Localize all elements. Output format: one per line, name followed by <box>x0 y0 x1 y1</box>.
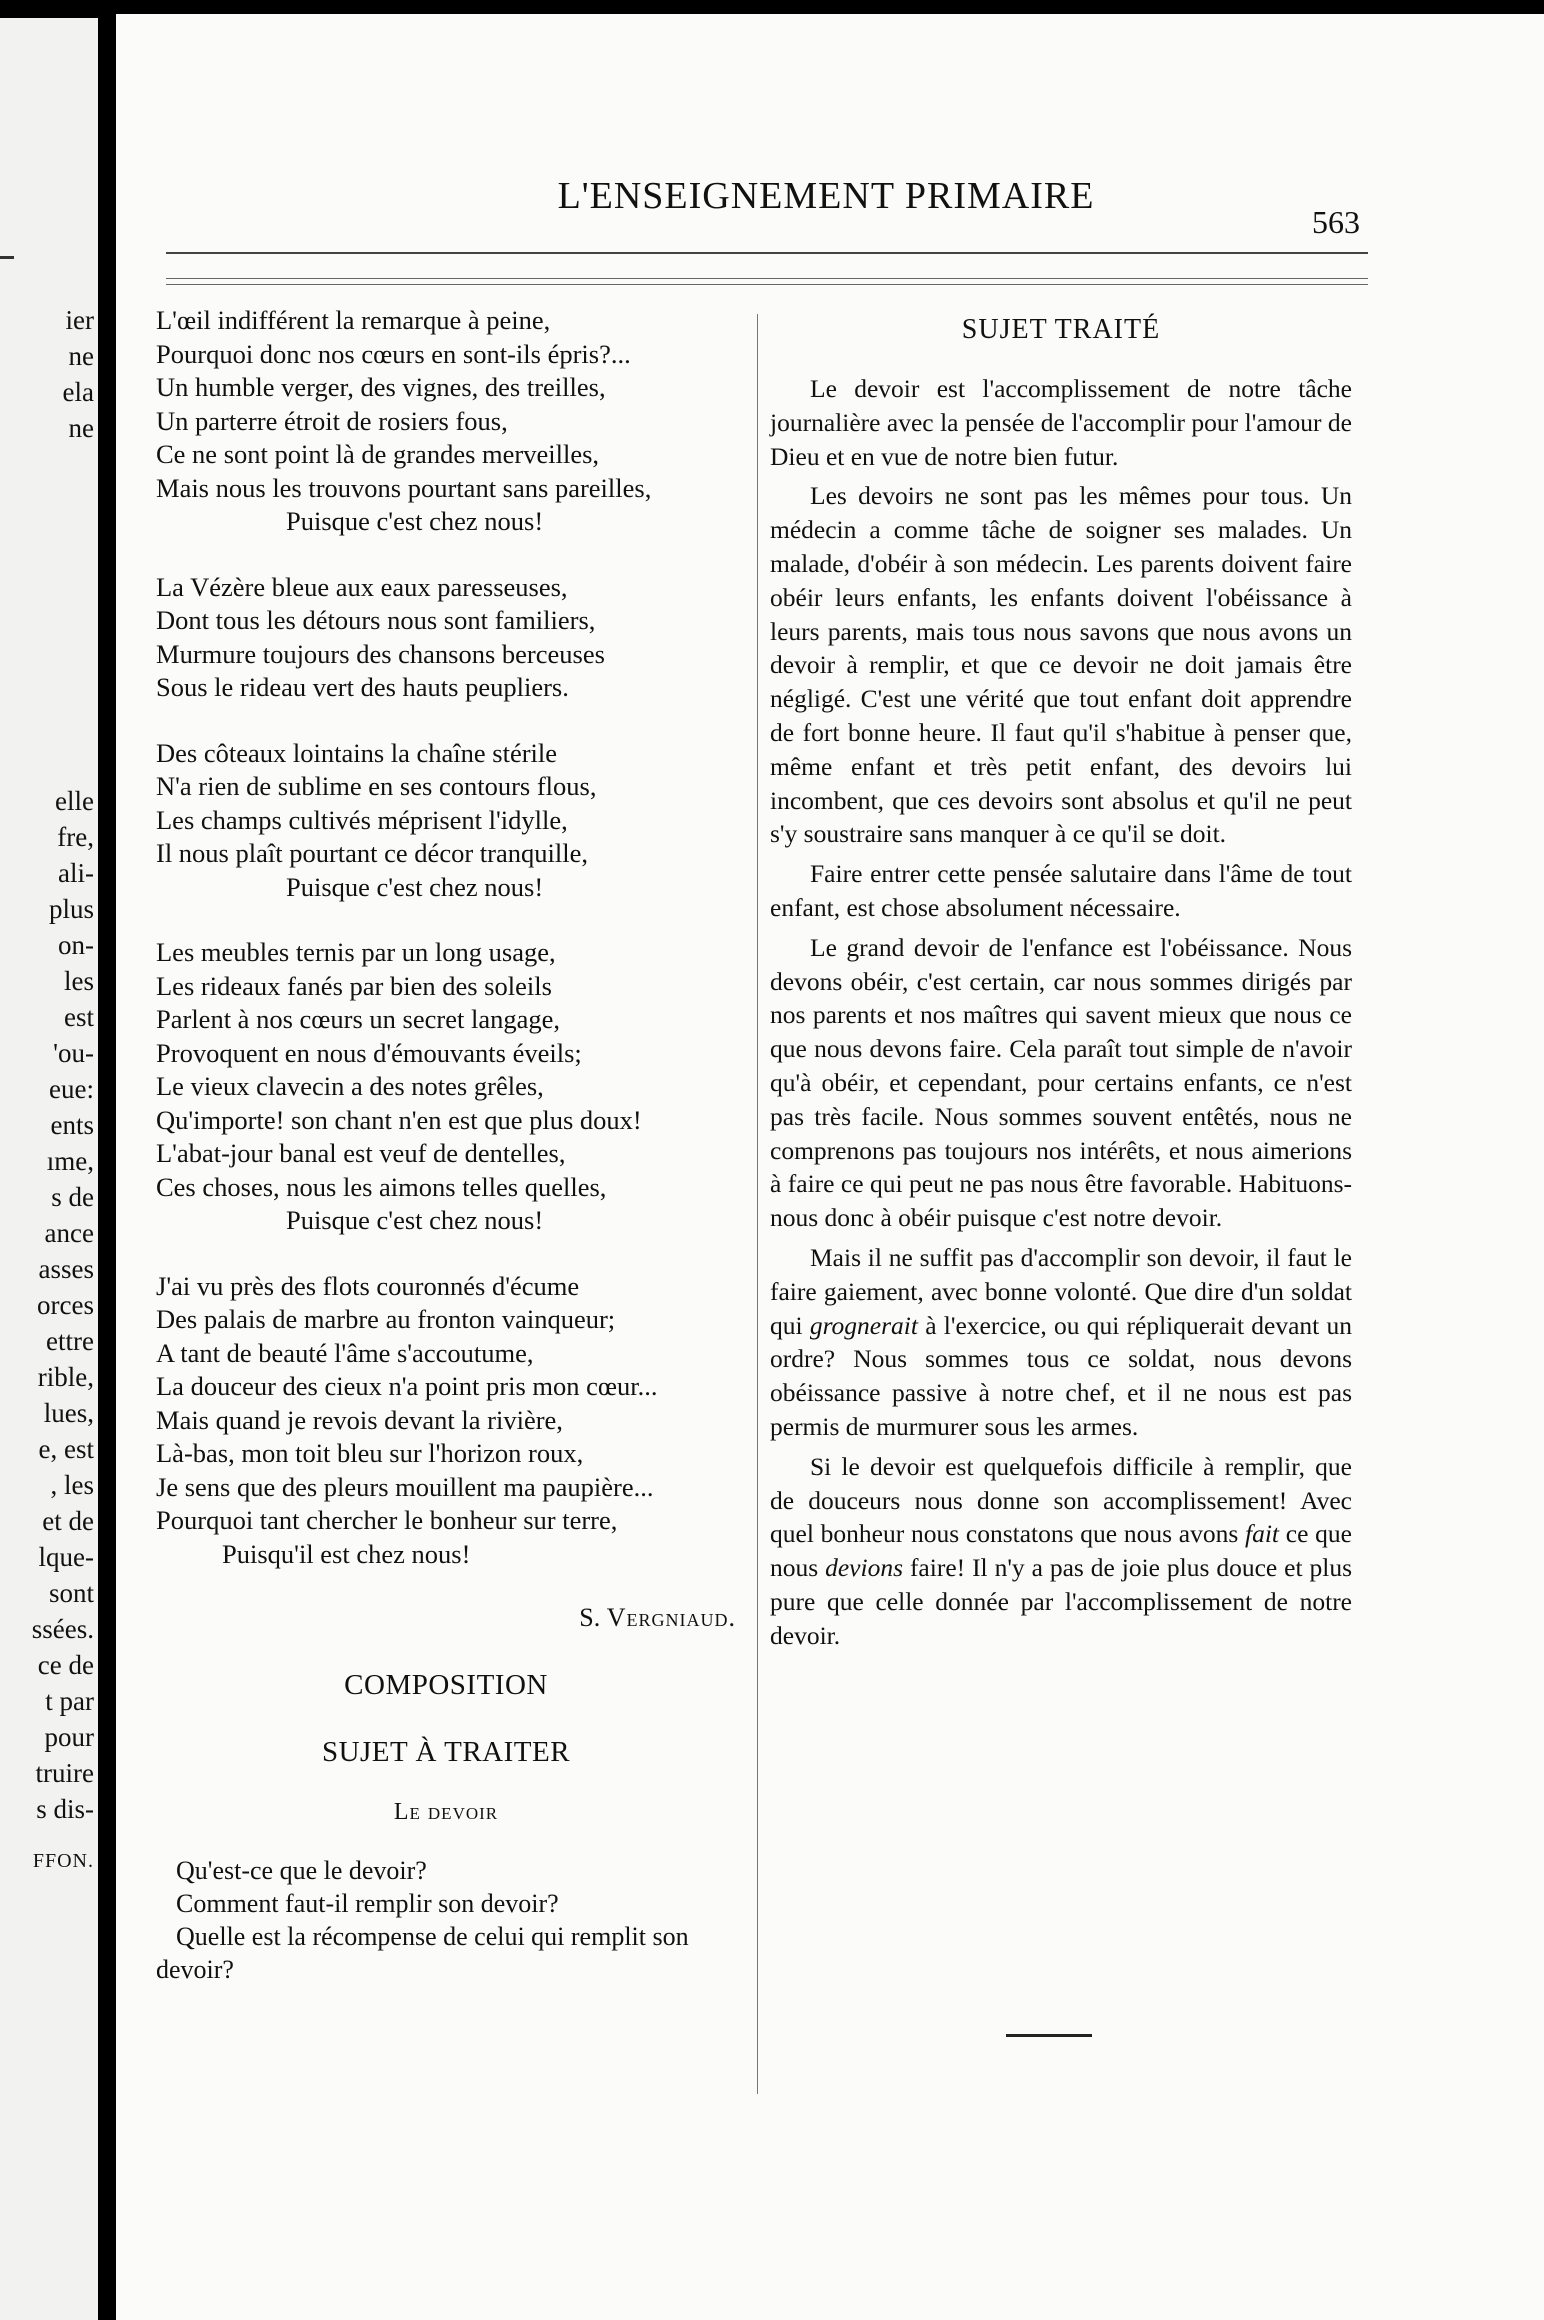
facing-page-fragment: orces <box>37 1290 94 1320</box>
question-list <box>156 1854 736 1986</box>
poem <box>156 304 736 1571</box>
signature-initial: S. <box>579 1603 607 1632</box>
page <box>116 14 1544 2320</box>
poem-stanza <box>156 1270 736 1572</box>
facing-page-fragment: lque- <box>38 1542 94 1572</box>
paragraph: Le devoir est l'accomplissement de notre tâche journalière avec la pensée de l'accomplir pour l'amour de Dieu et en vue de notre bien futur. <box>770 374 1352 471</box>
facing-page-fragment: ce de <box>37 1650 94 1680</box>
facing-page-fragment: rible, <box>37 1362 94 1392</box>
verse-line: Mais nous les trouvons pourtant sans pareilles, <box>156 472 652 503</box>
verse-line: Dont tous les détours nous sont familiers, <box>156 605 596 635</box>
facing-page-fragment: on- <box>58 930 94 960</box>
facing-page-fragment: ne <box>68 341 94 371</box>
poem-stanza <box>156 571 736 705</box>
italic-word: devions <box>825 1553 904 1583</box>
verse-line: Mais quand je revois devant la rivière, <box>156 1404 563 1435</box>
verse-line: Murmure toujours des chansons berceuses <box>156 638 605 669</box>
facing-page-fragment: 'ou- <box>53 1038 94 1068</box>
column-divider <box>757 314 758 2094</box>
facing-page-fragment: les <box>64 966 94 996</box>
verse-line: Ce ne sont point là de grandes merveilles, <box>156 439 600 469</box>
verse-line: Un humble verger, des vignes, des treilles, <box>156 372 606 402</box>
facing-page-fragment: truire <box>35 1758 94 1788</box>
paragraph: Faire entrer cette pensée salutaire dans l'âme de tout enfant, est chose absolument nécessaire. <box>770 859 1352 922</box>
refrain-line: Puisque c'est chez nous! <box>286 871 544 902</box>
question: Comment faut-il remplir son devoir? <box>176 1889 559 1918</box>
signature-name: Vergniaud. <box>606 1603 736 1632</box>
verse-line: Provoquent en nous d'émouvants éveils; <box>156 1037 582 1068</box>
verse-line: Des palais de marbre au fronton vainqueur; <box>156 1304 616 1334</box>
paragraph-text: Si le devoir est quelquefois difficile à remplir, que de douceurs nous donne son accomplissement! Avec quel bonheur nous constatons que nous avons <box>770 1451 1352 1549</box>
facing-page-fragment: ıme, <box>46 1146 94 1176</box>
facing-page-fragment: s dis- <box>36 1794 94 1824</box>
facing-page-fragment: FFON. <box>32 1850 94 1872</box>
verse-line: Il nous plaît pourtant ce décor tranquille, <box>156 838 588 868</box>
paragraph-text: ce que nous <box>770 1519 1352 1583</box>
verse-line: Des côteaux lointains la chaîne stérile <box>156 737 558 768</box>
poem-stanza <box>156 936 736 1238</box>
facing-page-fragment: elle <box>55 786 94 816</box>
verse-line: La douceur des cieux n'a point pris mon cœur... <box>156 1371 658 1401</box>
facing-page-fragment: ents <box>50 1110 94 1140</box>
facing-page-fragment: fre, <box>57 822 94 852</box>
italic-word: fait <box>1245 1519 1280 1549</box>
facing-page-fragment: ela <box>62 377 94 407</box>
paragraph-text: faire! Il n'y a pas de joie plus douce et plus pure que celle donnée par l'accomplissement de notre devoir. <box>770 1553 1352 1650</box>
verse-line: La Vézère bleue aux eaux paresseuses, <box>156 571 568 602</box>
facing-page-fragment: s de <box>51 1182 94 1212</box>
facing-page-fragment: et de <box>42 1506 94 1536</box>
paragraph-text: Mais il ne suffit pas d'accomplir son devoir, il faut le faire gaiement, avec bonne volonté. Que dire d'un soldat qui <box>770 1242 1352 1340</box>
paragraph <box>770 1450 1352 1653</box>
page-number: 563 <box>1312 204 1360 240</box>
verse-line: Les meubles ternis par un long usage, <box>156 937 556 967</box>
subject-heading: SUJET À TRAITER <box>321 1736 571 1768</box>
verse-line: Je sens que des pleurs mouillent ma paupière... <box>156 1471 654 1502</box>
facing-page-fragment: lues, <box>43 1398 94 1428</box>
question: Qu'est-ce que le devoir? <box>176 1856 427 1885</box>
verse-line: L'œil indifférent la remarque à peine, <box>156 305 551 335</box>
facing-page-fragment: ance <box>44 1218 94 1248</box>
verse-line: Un parterre étroit de rosiers fous, <box>156 405 508 436</box>
verse-line: A tant de beauté l'âme s'accoutume, <box>156 1337 534 1368</box>
facing-page-fragment: sont <box>48 1578 94 1608</box>
refrain-line: Puisqu'il est chez nous! <box>222 1538 471 1569</box>
end-rule <box>1006 2034 1092 2037</box>
facing-page-fragment: t par <box>45 1686 94 1716</box>
facing-page-fragment: ier <box>65 305 94 335</box>
facing-page-fragment: pour <box>44 1722 94 1752</box>
verse-line: Là-bas, mon toit bleu sur l'horizon roux, <box>156 1438 584 1468</box>
paragraph <box>770 1241 1352 1444</box>
facing-page-fragment: ne <box>68 413 94 443</box>
verse-line: Sous le rideau vert des hauts peupliers. <box>156 672 569 702</box>
verse-line: Le vieux clavecin a des notes grêles, <box>156 1071 544 1101</box>
facing-page-fragment: ettre <box>46 1326 94 1356</box>
facing-page-fragment: ali- <box>58 858 94 888</box>
verse-line: Les champs cultivés méprisent l'idylle, <box>156 804 568 835</box>
facing-page-fragment: est <box>64 1002 94 1032</box>
composition-heading: COMPOSITION <box>344 1669 548 1701</box>
facing-page-dash <box>0 256 14 259</box>
facing-page-edge <box>0 18 100 2320</box>
facing-page-fragment: e, est <box>38 1434 94 1464</box>
question: Quelle est la récompense de celui qui remplit son devoir? <box>156 1922 689 1984</box>
poem-stanza <box>156 304 736 539</box>
verse-line: Qu'importe! son chant n'en est que plus doux! <box>156 1104 642 1135</box>
verse-line: Pourquoi tant chercher le bonheur sur terre, <box>156 1505 618 1535</box>
header-rule <box>166 252 1368 254</box>
facing-page-fragment: asses <box>38 1254 94 1284</box>
facing-page-fragment: ssées. <box>31 1614 94 1644</box>
verse-line: J'ai vu près des flots couronnés d'écume <box>156 1270 580 1301</box>
verse-line: Pourquoi donc nos cœurs en sont-ils épris?... <box>156 338 631 369</box>
verse-line: Ces choses, nous les aimons telles quelles, <box>156 1171 607 1202</box>
treated-heading: SUJET TRAITÉ <box>961 314 1161 345</box>
paragraph: Le grand devoir de l'enfance est l'obéissance. Nous devons obéir, c'est certain, car nous sommes dirigés par nos parents et nos maîtres qui savent mieux que nous ce que nous devons faire. Cela paraît tout simple de n'avoir qu'à obéir, et cependant, pour certains enfants, ce n'est pas très facile. Nous sommes souvent entêtés, nous ne comprenons pas toujours nos intérêts, et nous aimerions à faire ce qui peut ne pas nous être favorable. Habituons-nous donc à obéir puisque c'est notre devoir. <box>770 932 1352 1233</box>
poem-signature <box>156 1603 736 1633</box>
verse-line: Les rideaux fanés par bien des soleils <box>156 970 552 1001</box>
topic-heading: Le devoir <box>393 1799 499 1825</box>
paragraph: Les devoirs ne sont pas les mêmes pour tous. Un médecin a comme tâche de soigner ses malades. Un malade, d'obéir à son médecin. Les parents doivent faire obéir leurs enfants, les enfants doivent l'obéissance à leurs parents, mais tous nous savons que nous avons un devoir à remplir, et que ce devoir ne doit jamais être négligé. C'est une vérité que tout enfant doit apprendre de fort bonne heure. Il faut qu'il s'habitue à penser que, même enfant et très petit enfant, des devoirs lui incombent, que ces devoirs sont absolus et qu'il ne peut s'y soustraire sans manquer à ce qu'il se doit. <box>770 481 1352 849</box>
left-column <box>156 304 736 1986</box>
right-column <box>770 314 1352 1652</box>
verse-line: Parlent à nos cœurs un secret langage, <box>156 1004 560 1034</box>
poem-stanza <box>156 737 736 905</box>
facing-page-fragment: eue: <box>49 1074 94 1104</box>
book-gutter <box>98 0 116 2320</box>
paragraph-text: à l'exercice, ou qui répliquerait devant un ordre? Nous sommes tous ce soldat, nous devons obéissance passive à notre chef, et il ne nous est pas permis de murmurer sous les armes. <box>770 1310 1352 1441</box>
verse-line: N'a rien de sublime en ses contours flous, <box>156 771 597 801</box>
facing-page-fragment: , les <box>50 1470 94 1500</box>
header-double-rule-top <box>166 278 1368 279</box>
italic-word: grognerait <box>809 1310 918 1340</box>
header-double-rule-bottom <box>166 284 1368 285</box>
verse-line: L'abat-jour banal est veuf de dentelles, <box>156 1138 566 1168</box>
facing-page-fragment: plus <box>48 894 94 924</box>
refrain-line: Puisque c'est chez nous! <box>286 1205 544 1235</box>
running-title: L'ENSEIGNEMENT PRIMAIRE <box>557 175 1095 217</box>
refrain-line: Puisque c'est chez nous! <box>286 506 544 536</box>
